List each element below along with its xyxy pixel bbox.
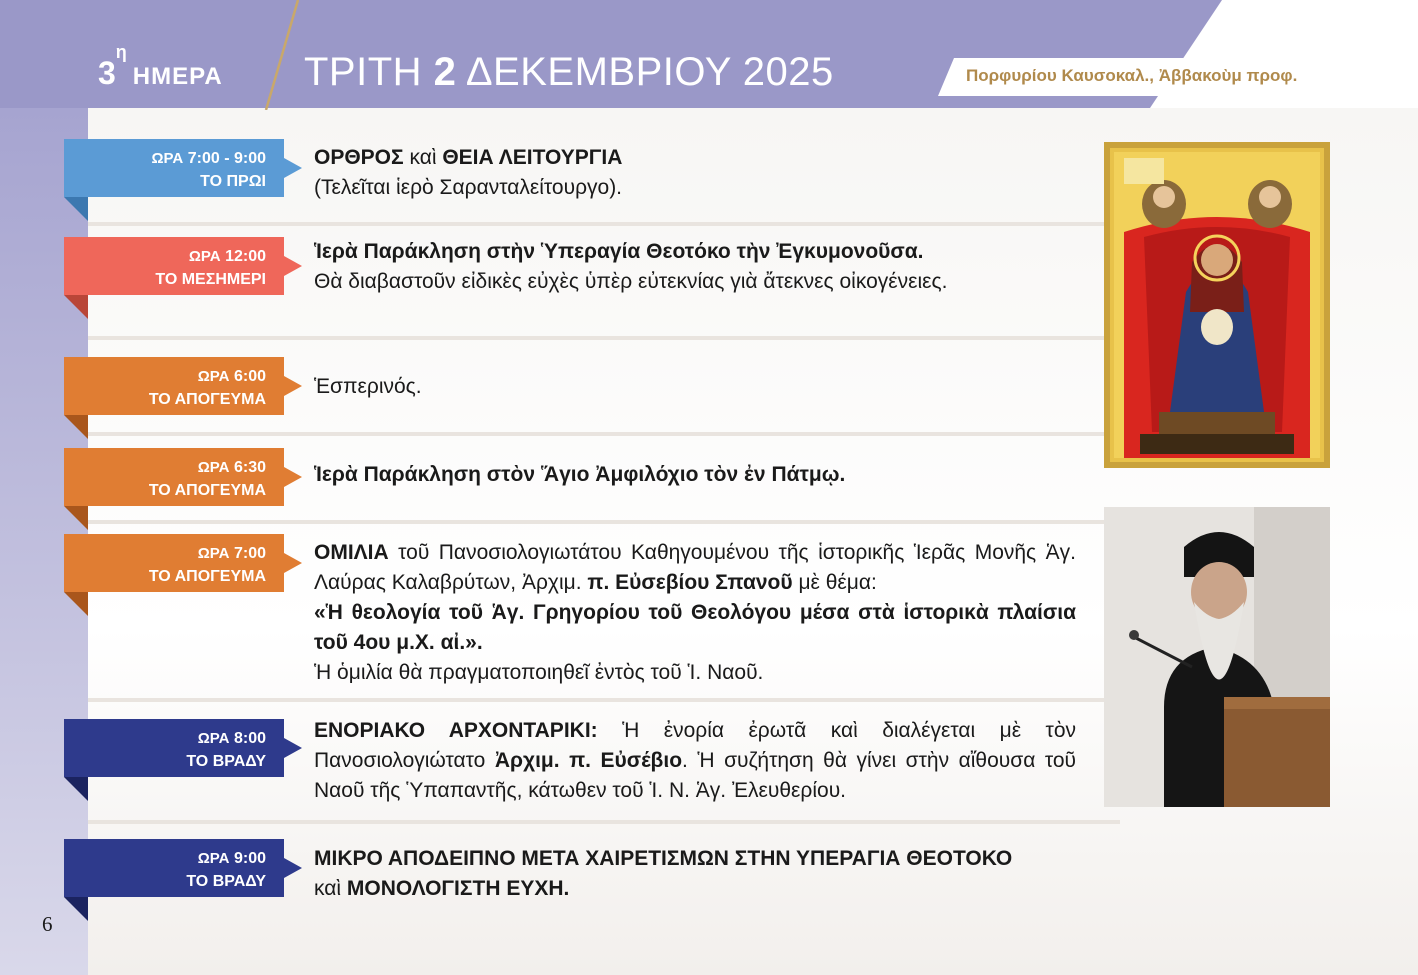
time-prefix: ΩΡΑ (197, 545, 230, 562)
ribbon-arrow (284, 858, 302, 878)
ribbon-arrow (284, 376, 302, 396)
page-number: 6 (42, 912, 53, 936)
time-period: ΤΟ ΑΠΟΓΕΥΜΑ (148, 391, 266, 408)
time-tag-morning (64, 139, 284, 197)
time-value: 8:00 (233, 730, 266, 747)
schedule-entry-text: ΟΡΘΡΟΣ καὶ ΘΕΙΑ ΛΕΙΤΟΥΡΓΙΑ (Τελεῖται ἱερὸ Σαρανταλείτουργο). (314, 146, 623, 199)
ribbon-fold (64, 897, 88, 921)
time-value: 9:00 (233, 850, 266, 867)
speaker-photo (1104, 507, 1330, 807)
time-tag-noon (64, 237, 284, 295)
ribbon-arrow (284, 467, 302, 487)
time-prefix: ΩΡΑ (151, 150, 184, 167)
row-divider (88, 222, 1120, 226)
ribbon-fold (64, 295, 88, 319)
time-period: ΤΟ ΑΠΟΓΕΥΜΑ (148, 482, 266, 499)
saints-of-day: Πορφυρίου Καυσοκαλ., Ἀββακοὺμ προφ. (966, 66, 1298, 85)
time-tag-evening (64, 719, 284, 777)
ribbon-fold (64, 197, 88, 221)
page-title-date (304, 50, 834, 95)
time-period: ΤΟ ΒΡΑΔΥ (186, 753, 266, 770)
ribbon-arrow (284, 738, 302, 758)
time-period: ΤΟ ΒΡΑΔΥ (186, 873, 266, 890)
ribbon-fold (64, 592, 88, 616)
time-value: 7:00 - 9:00 (187, 150, 266, 167)
time-period: ΤΟ ΜΕΣΗΜΕΡΙ (155, 271, 266, 288)
time-prefix: ΩΡΑ (197, 850, 230, 867)
theotokos-icon-image (1104, 142, 1330, 468)
schedule-entry-text: Ἱερὰ Παράκληση στὸν Ἅγιο Ἀμφιλόχιο τὸν ἐν Πάτμῳ. (314, 463, 846, 486)
time-prefix: ΩΡΑ (197, 368, 230, 385)
row-divider (88, 432, 1120, 436)
schedule-entry-text: Ἱερὰ Παράκληση στὴν Ὑπεραγία Θεοτόκο τὴν Ἐγκυμονοῦσα. Θὰ διαβαστοῦν εἰδικὲς εὐχὲς ὑπὲρ εὐτεκνίας γιὰ ἄτεκνες οἰκογένειες. (314, 240, 948, 293)
time-tag-afternoon (64, 448, 284, 506)
time-tag-afternoon (64, 357, 284, 415)
day-superscript: η (115, 42, 127, 63)
date-month-year: ΔΕΚΕΜΒΡΙΟΥ 2025 (456, 50, 834, 94)
ribbon-arrow (284, 256, 302, 276)
time-value: 6:30 (233, 459, 266, 476)
schedule-entry-text: ΜΙΚΡΟ ΑΠΟΔΕΙΠΝΟ ΜΕΤΑ ΧΑΙΡΕΤΙΣΜΩΝ ΣΤΗΝ ΥΠΕΡΑΓΙΑ ΘΕΟΤΟΚΟ καὶ ΜΟΝΟΛΟΓΙΣΤΗ ΕΥΧΗ. (314, 847, 1013, 900)
day-word: ΗΜΕΡΑ (132, 63, 223, 90)
date-weekday: ΤΡΙΤΗ (304, 50, 434, 94)
schedule-entry-text: ΕΝΟΡΙΑΚΟ ΑΡΧΟΝΤΑΡΙΚΙ: Ἡ ἐνορία ἐρωτᾶ καὶ διαλέγεται μὲ τὸν Πανοσιολογιώτατο Ἀρχιμ. π. Εὐσέβιο. Ἡ συζήτηση θὰ γίνει στὴν αἴθουσα τοῦ Ναοῦ τῆς Ὑπαπαντῆς, κάτωθεν τοῦ Ἱ. Ν. Ἁγ. Ἐλευθερίου. (314, 719, 1077, 802)
header-divider-slash (262, 0, 302, 110)
ribbon-arrow (284, 553, 302, 573)
row-divider (88, 820, 1120, 824)
day-number: 3 (98, 55, 116, 91)
time-value: 6:00 (233, 368, 266, 385)
time-period: ΤΟ ΠΡΩΙ (200, 173, 266, 190)
ribbon-fold (64, 777, 88, 801)
row-divider (88, 520, 1120, 524)
time-prefix: ΩΡΑ (197, 459, 230, 476)
time-prefix: ΩΡΑ (197, 730, 230, 747)
schedule-entry-text: Ἑσπερινός. (314, 375, 422, 398)
date-day-number: 2 (433, 50, 457, 94)
time-tag-evening (64, 839, 284, 897)
ribbon-fold (64, 506, 88, 530)
row-divider (88, 336, 1120, 340)
time-value: 7:00 (233, 545, 266, 562)
ribbon-fold (64, 415, 88, 439)
time-tag-afternoon (64, 534, 284, 592)
ribbon-arrow (284, 158, 302, 178)
schedule-entry-text: ΟΜΙΛΙΑ τοῦ Πανοσιολογιωτάτου Καθηγουμένου τῆς ἱστορικῆς Ἱερᾶς Μονῆς Ἁγ. Λαύρας Καλαβρύτων, Ἀρχιμ. π. Εὐσεβίου Σπανοῦ μὲ θέμα: «Ἡ θεολογία τοῦ Ἁγ. Γρηγορίου τοῦ Θεολόγου μέσα στὰ ἱστορικὰ πλαίσια τοῦ 4ου μ.Χ. αἰ.». Ἡ ὁμιλία θὰ πραγματοποιηθεῖ ἐντὸς τοῦ Ἱ. Ναοῦ. (314, 541, 1076, 684)
row-divider (88, 698, 1120, 702)
time-value: 12:00 (225, 248, 266, 265)
time-period: ΤΟ ΑΠΟΓΕΥΜΑ (148, 568, 266, 585)
time-prefix: ΩΡΑ (188, 248, 221, 265)
day-label (98, 42, 223, 92)
